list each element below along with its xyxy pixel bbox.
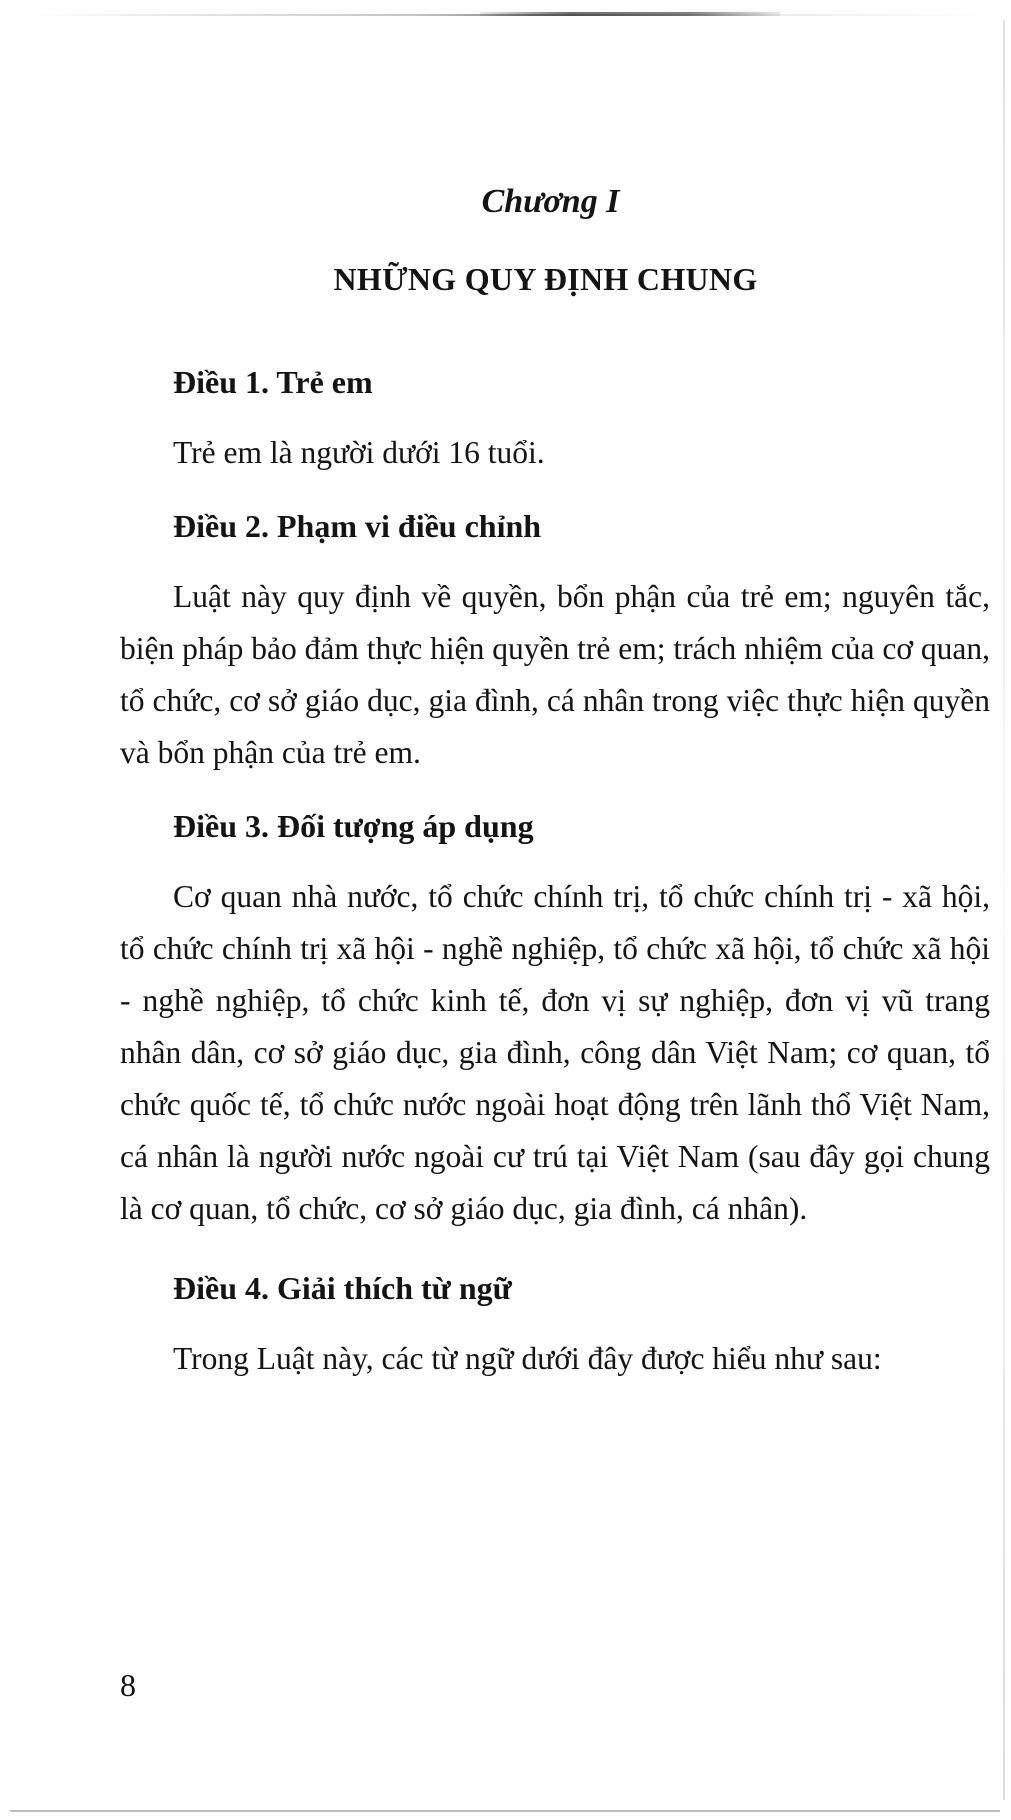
article-4-title: Điều 4. Giải thích từ ngữ	[173, 1270, 512, 1306]
chapter-content	[120, 357, 990, 1385]
article-1-title: Điều 1. Trẻ em	[173, 364, 373, 400]
article-3-title: Điều 3. Đối tượng áp dụng	[173, 808, 534, 844]
chapter-label: Chương I	[481, 183, 620, 220]
article-3-body: Cơ quan nhà nước, tổ chức chính trị, tổ chức chính trị - xã hội, tổ chức chính trị xã hội - nghề nghiệp, tổ chức xã hội, tổ chức xã hội - nghề nghiệp, tổ chức kinh tế, đơn vị sự nghiệp, đơn vị vũ trang nhân dân, cơ sở giáo dục, gia đình, công dân Việt Nam; cơ quan, tổ chức quốc tế, tổ chức nước ngoài hoạt động trên lãnh thổ Việt Nam, cá nhân là người nước ngoài cư trú tại Việt Nam (sau đây gọi chung là cơ quan, tổ chức, cơ sở giáo dục, gia đình, cá nhân).	[120, 879, 990, 1226]
page-top-edge-shadow	[480, 12, 780, 16]
page-number: 8	[120, 1667, 136, 1703]
chapter-title: NHỮNG QUY ĐỊNH CHUNG	[333, 261, 758, 297]
article-2-title: Điều 2. Phạm vi điều chỉnh	[173, 508, 542, 544]
article-4-body: Trong Luật này, các từ ngữ dưới đây được hiểu như sau:	[173, 1341, 882, 1376]
page-bottom-edge	[10, 1810, 1000, 1812]
article-1-body: Trẻ em là người dưới 16 tuổi.	[173, 435, 545, 470]
article-2-body: Luật này quy định về quyền, bổn phận của trẻ em; nguyên tắc, biện pháp bảo đảm thực hiện quyền trẻ em; trách nhiệm của cơ quan, tổ chức, cơ sở giáo dục, gia đình, cá nhân trong việc thực hiện quyền và bổn phận của trẻ em.	[120, 579, 990, 770]
